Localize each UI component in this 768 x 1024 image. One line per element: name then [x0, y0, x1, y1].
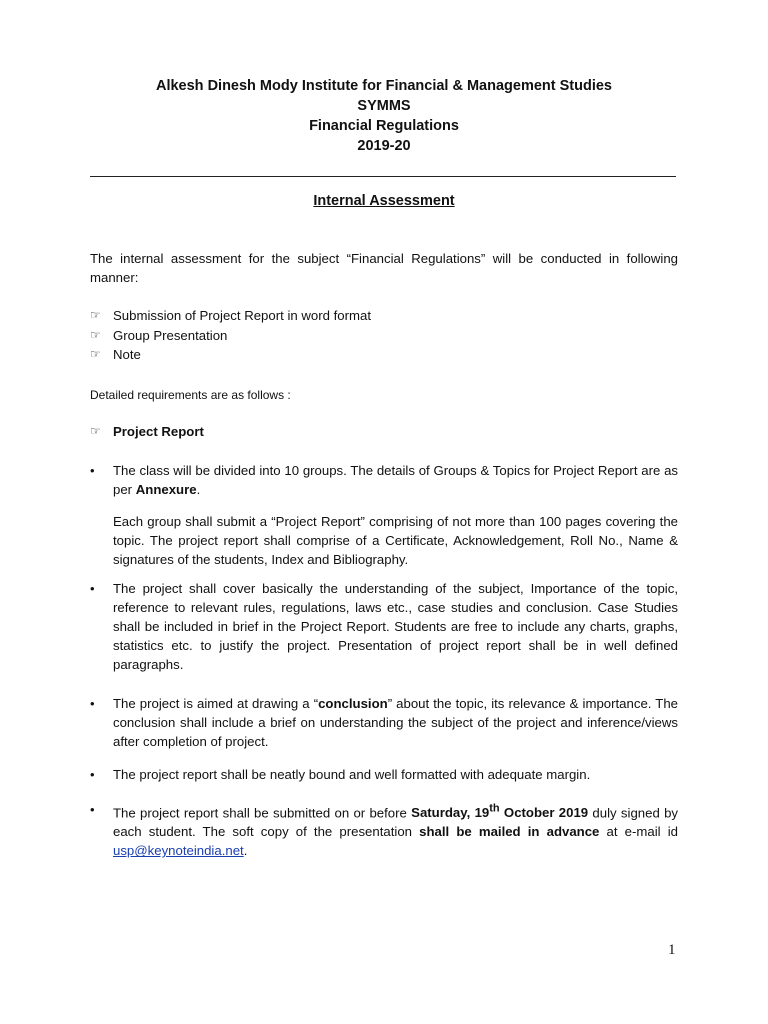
- email-link[interactable]: usp@keynoteindia.net: [113, 843, 244, 859]
- bullet-submission: [90, 800, 678, 860]
- institute-name: Alkesh Dinesh Mody Institute for Financial & Management Studies: [155, 78, 612, 94]
- list-item-text: Note: [113, 347, 141, 362]
- bullet-text-part: The class will be divided into 10 groups. The details of Groups & Topics for Project Report are as per: [113, 463, 678, 497]
- bullet-text-part: The project is aimed at drawing a “: [113, 696, 319, 711]
- bullet-text-end: .: [196, 482, 201, 497]
- list-item-text: Group Presentation: [113, 327, 228, 343]
- bullet-icon: •: [90, 696, 95, 711]
- list-item: [90, 345, 678, 365]
- mail-in-advance-text: shall be mailed in advance: [419, 824, 600, 840]
- bullet-text: [113, 800, 678, 860]
- bullet-coverage: [90, 579, 678, 674]
- conclusion-text: conclusion: [318, 696, 388, 711]
- submission-date: [411, 805, 588, 820]
- pointing-hand-icon: ☞: [90, 424, 101, 438]
- date-month-year: October 2019: [499, 805, 589, 821]
- institute-short-name: SYMMS: [357, 98, 411, 114]
- section-title: [0, 193, 768, 209]
- requirements-heading: Detailed requirements are as follows :: [90, 388, 291, 402]
- intro-paragraph: The internal assessment for the subject “Financial Regulations” will be conducted in following manner:: [90, 251, 678, 285]
- bullet-text: [113, 694, 678, 751]
- bullet-icon: •: [90, 802, 95, 817]
- project-report-heading: [90, 422, 678, 442]
- list-item-text: Submission of Project Report in word format: [113, 308, 371, 323]
- page-number: 1: [668, 942, 676, 958]
- pointing-hand-icon: ☞: [90, 308, 101, 322]
- bullet-text-end: .: [243, 843, 248, 859]
- bullet-text: The project shall cover basically the understanding of the subject, Importance of the topic, reference to relevant rules, regulations, laws etc., case studies and conclusion. Case Studies shall be included in brief in the Project Report. Students are free to include any charts, graphs, statistics etc. to justify the project. Presentation of project report shall be in well defined paragraphs.: [113, 581, 678, 672]
- bullet-text: [113, 461, 678, 499]
- bullet-text: The project report shall be neatly bound and well formatted with adequate margin.: [113, 767, 591, 782]
- date-day: Saturday, 19: [411, 805, 490, 821]
- project-report-paragraph: Each group shall submit a “Project Report” comprising of not more than 100 pages covering the topic. The project report shall comprise of a Certificate, Acknowledgement, Roll No., Name & signatures of the students, Index and Bibliography.: [113, 514, 678, 567]
- date-suffix: th: [489, 803, 500, 815]
- bullet-binding: [90, 765, 678, 784]
- header-divider: [90, 176, 676, 177]
- bullet-groups: [90, 461, 678, 499]
- bullet-icon: •: [90, 767, 95, 782]
- subject-title: Financial Regulations: [309, 118, 459, 134]
- bullet-icon: •: [90, 581, 95, 596]
- annexure-text: Annexure: [135, 482, 197, 497]
- bullet-text-part: duly signed by each student. The soft copy of the presentation: [113, 805, 679, 840]
- list-item: [90, 326, 678, 346]
- academic-year: 2019-20: [357, 138, 411, 154]
- pointing-hand-icon: ☞: [90, 327, 101, 342]
- bullet-text-part: ” about the topic, its relevance & importance. The conclusion shall include a brief on understanding the subject of the project and inference/views after completion of project.: [113, 696, 678, 749]
- bullet-text-part: The project report shall be submitted on or before: [113, 805, 412, 821]
- heading-row: [90, 422, 678, 442]
- bullet-text-part: at e-mail id: [599, 824, 678, 840]
- project-report-title: Project Report: [113, 424, 204, 439]
- manner-list: [90, 306, 678, 365]
- bullet-conclusion: [90, 694, 678, 751]
- document-header: [90, 76, 678, 156]
- bullet-icon: •: [90, 463, 95, 478]
- pointing-hand-icon: ☞: [90, 347, 101, 361]
- section-title-text: Internal Assessment: [313, 193, 455, 209]
- list-item: [90, 306, 678, 326]
